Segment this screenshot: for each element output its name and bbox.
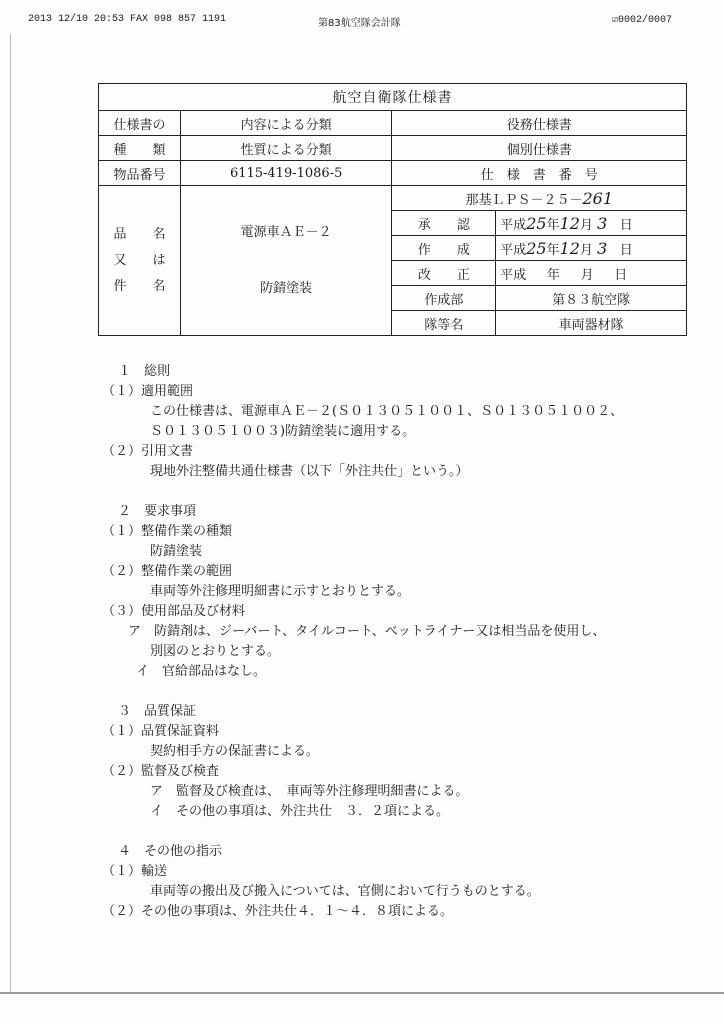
body-line: ４ その他の指示 — [118, 844, 223, 859]
body-line: この仕様書は、電源車ＡＥ－２(Ｓ０１３０５１００１、Ｓ０１３０５１００２、 — [150, 404, 624, 419]
spec-type-label-2: 種 類 — [99, 136, 181, 161]
document-body — [98, 362, 698, 922]
approval-date: 平成25年12月 3 日 — [496, 211, 687, 236]
body-line: （２）整備作業の範囲 — [102, 564, 233, 579]
body-line: ア 防錆剤は、ジーバート、タイルコート、ベットライナー又は相当品を使用し、 — [128, 624, 606, 639]
body-line: （２）引用文書 — [102, 444, 194, 459]
body-line: Ｓ０１３０５１００３)防錆塗装に適用する。 — [150, 424, 416, 439]
creation-label: 作 成 — [392, 236, 496, 261]
item-name: 電源車ＡＥ－２ — [240, 224, 332, 240]
item-label-2: 又 は — [113, 252, 166, 268]
classification-content-value: 役務仕様書 — [392, 111, 687, 136]
item-label-1: 品 名 — [113, 226, 166, 242]
spec-number: 那基ＬＰＳ－２５－ — [465, 192, 583, 208]
revision-label: 改 正 — [392, 261, 496, 286]
dept-label-2: 隊等名 — [392, 311, 496, 336]
body-line: 車両等外注修理明細書に示すとおりとする。 — [150, 584, 411, 599]
spec-number-handwritten: 261 — [582, 188, 613, 208]
item-name-labels — [99, 186, 181, 336]
body-line: （２）その他の事項は、外注共仕４．１～４．８項による。 — [102, 904, 454, 919]
body-line: ３ 品質保証 — [118, 704, 197, 719]
dept-label-1: 作成部 — [392, 286, 496, 311]
body-line: 契約相手方の保証書による。 — [150, 744, 320, 759]
body-line: （１）適用範囲 — [102, 384, 194, 399]
page-bottom-edge — [0, 992, 724, 994]
fax-header-sender: 第83航空隊会計隊 — [318, 18, 401, 29]
classification-nature: 性質による分類 — [180, 136, 392, 161]
left-margin-line — [10, 34, 11, 994]
item-number: 6115-419-1086-5 — [180, 161, 392, 186]
body-line: 現地外注整備共通仕様書（以下「外注共仕」という。） — [150, 464, 469, 479]
body-line: 車両等の搬出及び搬入については、官側において行うものとする。 — [150, 884, 540, 899]
spec-title: 航空自衛隊仕様書 — [99, 84, 687, 111]
body-line: イ 官給部品はなし。 — [136, 664, 267, 679]
item-number-label: 物品番号 — [99, 161, 181, 186]
fax-header-page: ☑0002/0007 — [612, 15, 673, 26]
body-line: ２ 要求事項 — [118, 504, 197, 519]
item-label-3: 件 名 — [113, 278, 166, 294]
dept-value-1: 第８３航空隊 — [496, 286, 687, 311]
spec-type-label-1: 仕様書の — [99, 111, 181, 136]
body-line: 防錆塗装 — [150, 544, 203, 559]
body-line: （３）使用部品及び材料 — [102, 604, 246, 619]
revision-date: 平成 年 月 日 — [496, 261, 687, 286]
item-subject: 防錆塗装 — [260, 280, 313, 296]
body-line: イ その他の事項は、外注共仕 ３．２項による。 — [150, 804, 450, 819]
body-line: （１）品質保証資料 — [102, 724, 220, 739]
body-line: １ 総則 — [118, 364, 171, 379]
dept-value-2: 車両器材隊 — [496, 311, 687, 336]
fax-header — [0, 14, 724, 30]
body-line: 別図のとおりとする。 — [150, 644, 281, 659]
fax-header-left: 2013 12/10 20:53 FAX 098 857 1191 — [28, 14, 227, 25]
spec-number-label: 仕 様 書 番 号 — [392, 161, 687, 186]
classification-nature-value: 個別仕様書 — [392, 136, 687, 161]
body-line: （１）輸送 — [102, 864, 168, 879]
spec-number-cell — [392, 186, 687, 211]
approval-label: 承 認 — [392, 211, 496, 236]
spec-header-table — [98, 83, 687, 336]
classification-content: 内容による分類 — [180, 111, 392, 136]
creation-date: 平成25年12月 3 日 — [496, 236, 687, 261]
item-name-cell — [180, 186, 392, 336]
body-line: （２）監督及び検査 — [102, 764, 220, 779]
body-line: ア 監督及び検査は、 車両等外注修理明細書による。 — [150, 784, 469, 799]
body-line: （１）整備作業の種類 — [102, 524, 233, 539]
